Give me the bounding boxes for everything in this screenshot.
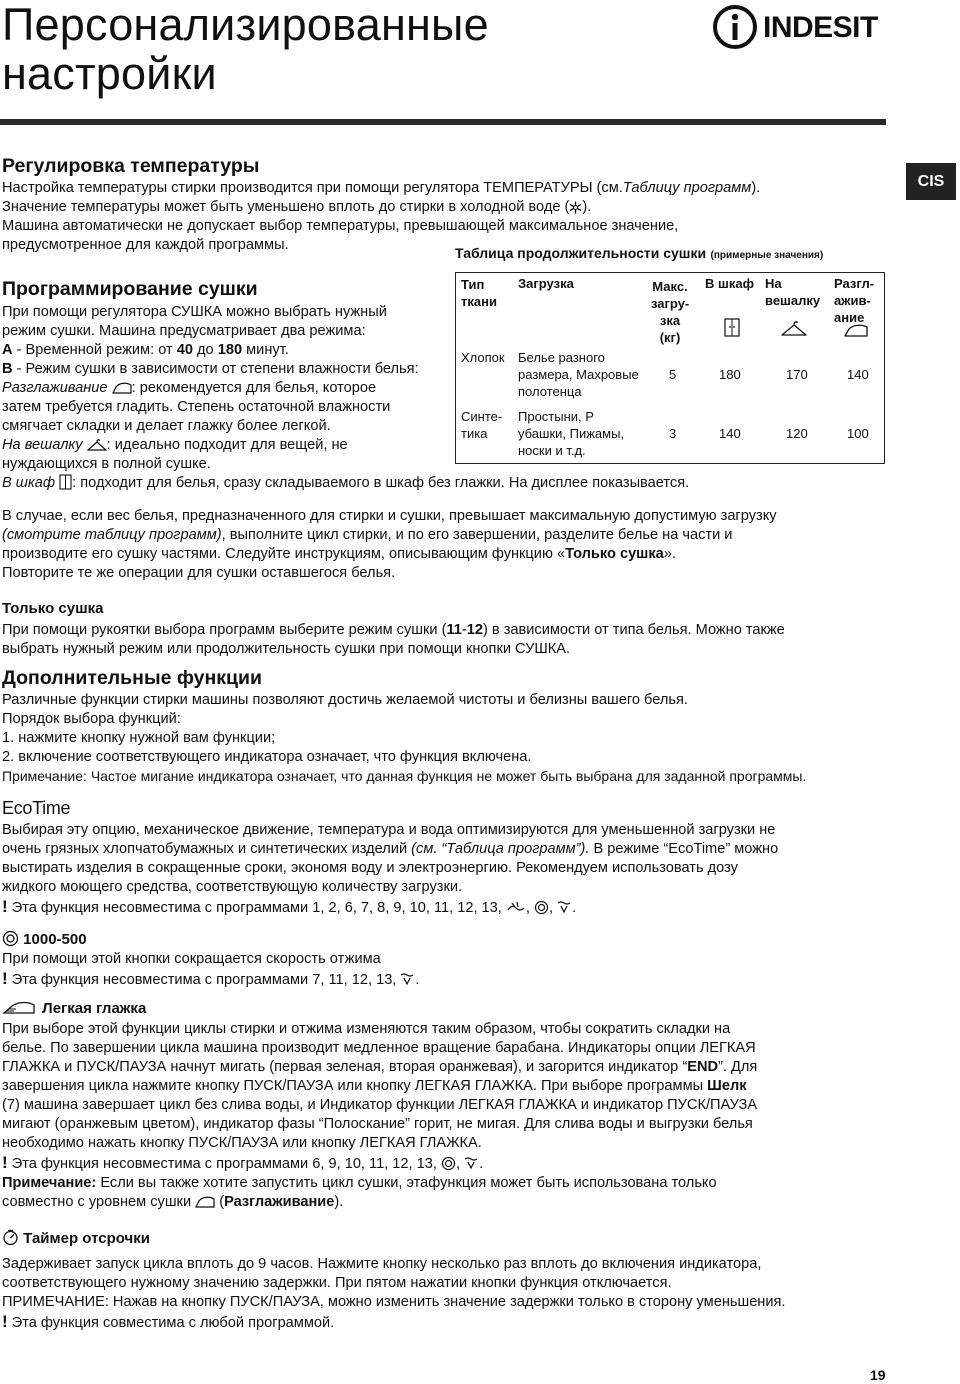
language-tab: CIS bbox=[906, 163, 956, 200]
header-type: Тип ткани bbox=[461, 277, 497, 309]
drain-icon bbox=[400, 972, 415, 987]
spin-icon bbox=[534, 900, 549, 915]
header-load: Загрузка bbox=[518, 276, 574, 291]
timer-heading: Таймер отсрочки bbox=[2, 1229, 150, 1248]
spin-heading: 1000-500 bbox=[2, 930, 87, 949]
hanger-icon bbox=[780, 319, 808, 337]
iron-heading: Легкая глажка bbox=[2, 999, 146, 1018]
row-cotton-iron: 140 bbox=[847, 367, 869, 382]
iron-icon bbox=[195, 1196, 215, 1209]
row-synth-max: 3 bbox=[669, 426, 677, 441]
ecotime-text: Выбирая эту опцию, механическое движение, температура и вода оптимизируются для уменьшенной загрузки не очень грязных хлопчатобумажных и синтетических изделий (см. “Таблица программ”). В режиме “EcoTime” можно выстирать изделия в сокращенные сроки, экономя воду и электроэнергию. Рекомендуем использовать дозу жидкого моющего средства, соответствующую количеству загрузки. ! Эта функция несовместима с программами 1, 2, 6, 7, 8, 9, 10, 11, 12, 13, , , . bbox=[2, 822, 779, 916]
row-cotton-load: Белье разного размера, Махровые полотенца bbox=[518, 350, 639, 399]
drain-icon bbox=[464, 1156, 479, 1171]
brand-name: INDESIT bbox=[763, 11, 878, 44]
extra-text: Различные функции стирки машины позволяют достичь желаемой чистоты и белизны вашего белья. Порядок выбора функций: 1. нажмите кнопку нужной вам функции; 2. включение соответствующего индикатора означает, что функция включена. Примечание: Частое мигание индикатора означает, что данная функция не может быть выбрана для заданной программы. bbox=[2, 692, 807, 784]
header-hanger: На вешалку bbox=[765, 276, 821, 308]
iron-icon bbox=[843, 323, 869, 338]
timer-icon bbox=[2, 1229, 19, 1246]
page-number: 19 bbox=[870, 1367, 886, 1383]
extra-heading: Дополнительные функции bbox=[2, 667, 263, 689]
page-title: Персонализированные настройки bbox=[2, 0, 489, 99]
iron-text: При выборе этой функции циклы стирки и отжима изменяются таким образом, чтобы сократить складки на белье. По завершении цикла машина производит медленное вращение барабана. Индикаторы опции ЛЕГКАЯ ГЛАЖКА и ПУСК/ПАУЗА начнут мигать (первая зеленая, вторая оранжевая), и загорится индикатор “END”. Для завершения цикла нажмите кнопку ПУСК/ПАУЗА или кнопку ЛЕГКАЯ ГЛАЖКА. При выборе программы Шелк (7) машина завершает цикл без слива воды, и Индикатор функции ЛЕГКАЯ ГЛАЖКА и индикатор ПУСК/ПАУЗА мигают (оранжевым цветом), индикатор фазы “Полоскание” горит, не мигая. Для слива воды и выгрузки белья необходимо нажать кнопку ПУСК/ПАУЗА или кнопку ЛЕГКАЯ ГЛАЖКА. ! Эта функция несовместима с программами 6, 9, 10, 11, 12, 13, , . Примечание: Если вы также хотите запустить цикл сушки, этафункция может быть использована только совместно с уровнем сушки (Разглаживание). bbox=[2, 1021, 758, 1210]
ecotime-label: EcoTime bbox=[2, 798, 71, 818]
header-iron: Разгл- ажив- ание bbox=[834, 276, 875, 325]
only-dry-text: При помощи рукоятки выбора программ выберите режим сушки (11-12) в зависимости от типа белья. Можно также выбрать нужный режим или продолжительность сушки при помощи кнопки СУШКА. bbox=[2, 622, 785, 657]
indesit-logo bbox=[712, 4, 888, 50]
spin-icon bbox=[441, 1156, 456, 1171]
timer-text: Задерживает запуск цикла вплоть до 9 часов. Нажмите кнопку несколько раз вплоть до включения индикатора, соответствующего нужному значению задержки. При пятом нажатии кнопки функция отключается. ПРИМЕЧАНИЕ: Нажав на кнопку ПУСК/ПАУЗА, можно изменить значение задержки только в сторону уменьшения. ! Эта функция совместима с любой программой. bbox=[2, 1256, 786, 1331]
spin-icon bbox=[2, 930, 19, 947]
drain-icon bbox=[557, 900, 572, 915]
header-max: Макс. загру- зка (кг) bbox=[651, 279, 690, 345]
temp-text: Настройка температуры стирки производится при помощи регулятора ТЕМПЕРАТУРЫ (см.Таблицу программ). Значение температуры может быть уменьшено вплоть до стирки в холодной воде ( ). Машина автоматически не допускает выбор температуры, превышающей максимальное значение, предусмотренное для каждой программы. bbox=[2, 180, 761, 253]
easy-iron-icon bbox=[2, 1000, 38, 1016]
row-cotton-wardrobe: 180 bbox=[719, 367, 741, 382]
snowflake-icon bbox=[569, 201, 582, 214]
row-synth-wardrobe: 140 bbox=[719, 426, 741, 441]
dry-text: При помощи регулятора СУШКА можно выбрать нужный режим сушки. Машина предусматривает два режима: А - Временной режим: от 40 до 180 минут. В - Режим сушки в зависимости от степени влажности белья: Разглаживание : рекомендуется для белья, которое затем требуется гладить. Степень остаточной влажности смягчает складки и делает глажку более легкой. На вешалку : идеально подходит для вещей, не нуждающихся в полной сушке. В шкаф : подходит для белья, сразу складываемого в шкаф без глажки. На дисплее показывается. bbox=[2, 304, 690, 491]
row-synth-load: Простыни, Р убашки, Пижамы, носки и т.д. bbox=[518, 409, 625, 458]
hanger-icon bbox=[87, 438, 107, 452]
dry-overload-text: В случае, если вес белья, предназначенного для стирки и сушки, превышает максимальную допустимую загрузку (смотрите таблицу программ), выполните цикл стирки, и по его завершении, разделите белье на части и производите его сушку частями. Следуйте инструкциям, описывающим функцию «Только сушка». Повторите те же операции для сушки оставшегося белья. bbox=[2, 508, 777, 581]
hand-wash-icon bbox=[506, 900, 526, 915]
row-synth-type: Синте- тика bbox=[461, 409, 503, 441]
spin-text: При помощи этой кнопки сокращается скорость отжима ! Эта функция несовместима с программами 7, 11, 12, 13, . bbox=[2, 951, 420, 988]
header-wardrobe: В шкаф bbox=[705, 276, 754, 291]
row-cotton-type: Хлопок bbox=[461, 350, 505, 365]
row-cotton-max: 5 bbox=[669, 367, 677, 382]
wardrobe-icon bbox=[724, 318, 740, 337]
dry-heading: Программирование сушки bbox=[2, 278, 258, 300]
iron-icon bbox=[112, 382, 132, 395]
temp-heading: Регулировка температуры bbox=[2, 155, 260, 177]
wardrobe-icon bbox=[59, 474, 72, 490]
only-dry-heading: Только сушка bbox=[2, 600, 104, 617]
row-synth-hanger: 120 bbox=[786, 426, 808, 441]
row-cotton-hanger: 170 bbox=[786, 367, 808, 382]
header-rule bbox=[0, 119, 886, 125]
row-synth-iron: 100 bbox=[847, 426, 869, 441]
table-title: Таблица продолжительности сушки (примерные значения) bbox=[455, 245, 824, 261]
